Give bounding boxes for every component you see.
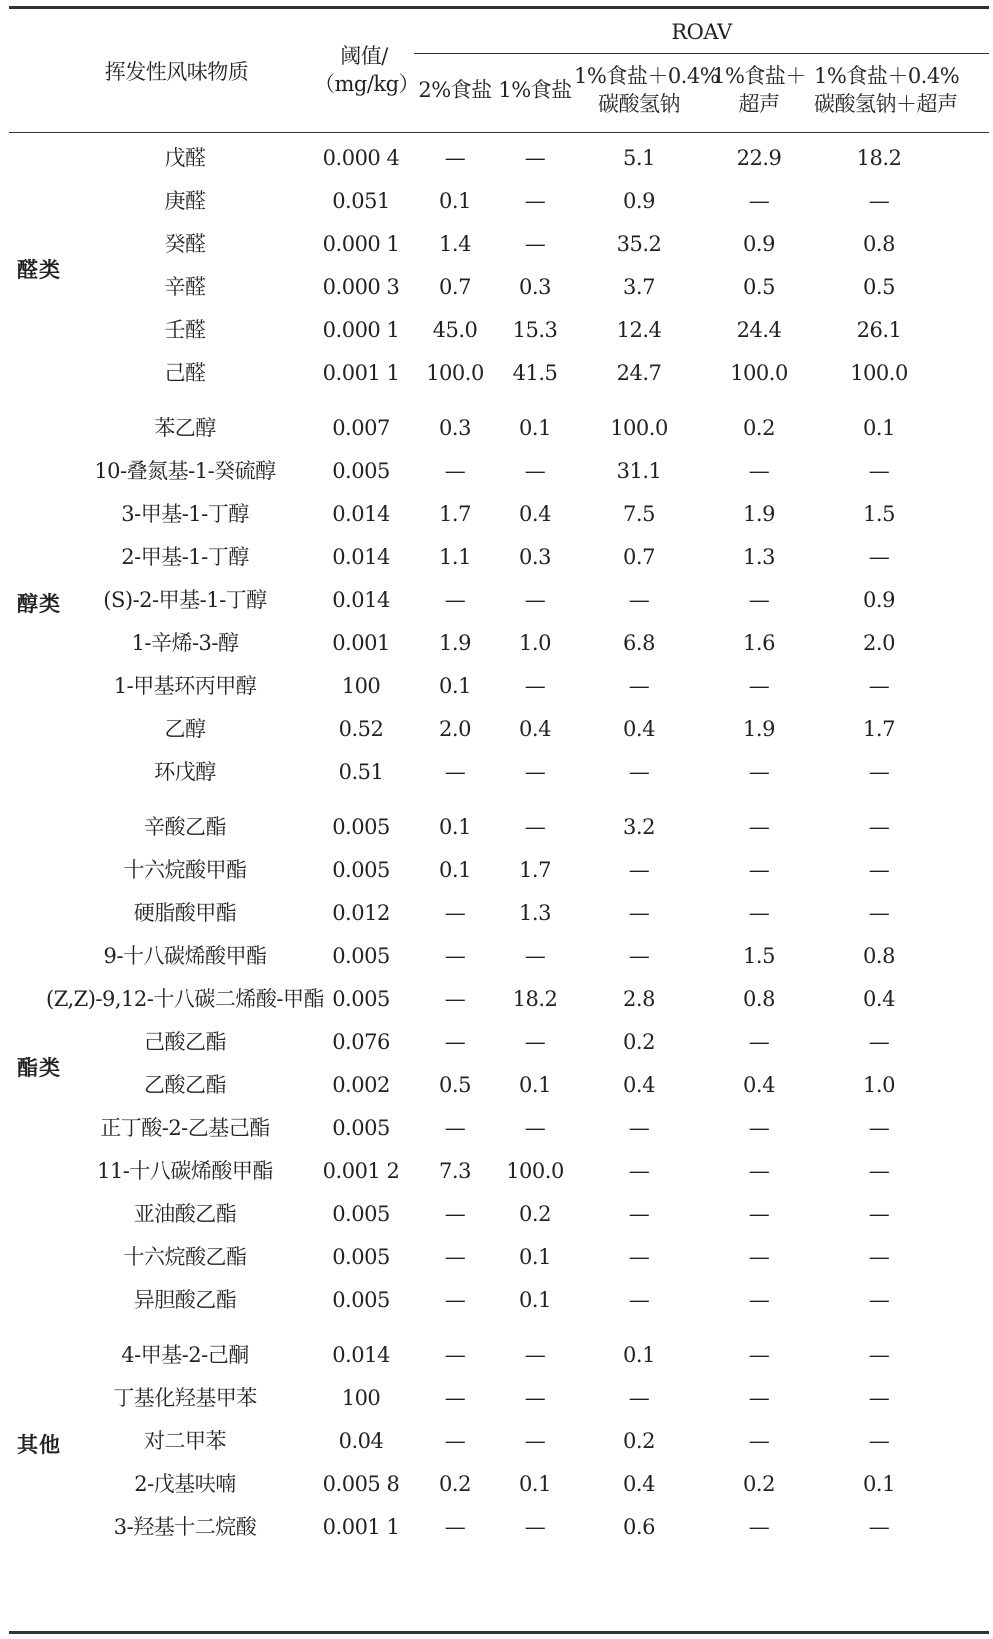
substance-name: 丁基化羟基甲苯 xyxy=(113,1386,257,1410)
roav-value: 3.2 xyxy=(623,815,655,839)
roav-value: — xyxy=(444,1030,466,1054)
roav-value: — xyxy=(444,588,466,612)
threshold-value: 0.051 xyxy=(332,189,390,213)
roav-value: 100.0 xyxy=(426,361,484,385)
roav-value: 0.5 xyxy=(439,1073,471,1097)
roav-value: 3.7 xyxy=(623,275,655,299)
header-col-4-line: 1%食盐＋ xyxy=(712,64,806,88)
roav-value: — xyxy=(444,1116,466,1140)
roav-value: 22.9 xyxy=(736,146,782,170)
header-col-1-line: 2%食盐 xyxy=(418,78,492,102)
roav-value: 1.3 xyxy=(519,901,551,925)
roav-value: — xyxy=(868,545,890,569)
roav-value: — xyxy=(748,1030,770,1054)
roav-value: — xyxy=(748,1245,770,1269)
roav-value: — xyxy=(524,232,546,256)
roav-value: 100.0 xyxy=(610,416,668,440)
threshold-value: 0.001 1 xyxy=(322,1515,400,1539)
roav-value: — xyxy=(748,1515,770,1539)
substance-name: 戊醛 xyxy=(164,146,206,170)
substance-name: 4-甲基-2-己酮 xyxy=(121,1343,249,1367)
roav-value: — xyxy=(524,1386,546,1410)
roav-value: 1.0 xyxy=(519,631,551,655)
roav-value: 1.3 xyxy=(743,545,775,569)
roav-value: 0.3 xyxy=(519,275,551,299)
substance-name: 2-戊基呋喃 xyxy=(134,1472,236,1496)
threshold-value: 0.007 xyxy=(332,416,390,440)
threshold-value: 0.002 xyxy=(332,1073,390,1097)
roav-value: — xyxy=(628,760,650,784)
roav-value: 0.4 xyxy=(519,502,551,526)
roav-value: — xyxy=(628,1245,650,1269)
roav-value: 26.1 xyxy=(856,318,902,342)
threshold-value: 0.005 xyxy=(332,1288,390,1312)
substance-name: 辛酸乙酯 xyxy=(144,815,226,839)
roav-value: 7.5 xyxy=(623,502,655,526)
roav-value: 18.2 xyxy=(856,146,902,170)
threshold-value: 0.014 xyxy=(332,1343,390,1367)
roav-value: 0.4 xyxy=(623,1073,655,1097)
roav-value: 0.2 xyxy=(439,1472,471,1496)
roav-value: — xyxy=(748,1159,770,1183)
substance-name: 苯乙醇 xyxy=(154,416,216,440)
roav-value: — xyxy=(868,1202,890,1226)
roav-value: — xyxy=(524,1030,546,1054)
roav-value: 100.0 xyxy=(506,1159,564,1183)
roav-value: 0.1 xyxy=(519,1288,551,1312)
threshold-value: 0.001 1 xyxy=(322,361,400,385)
roav-value: 31.1 xyxy=(616,459,662,483)
roav-value: 0.1 xyxy=(439,189,471,213)
roav-value: — xyxy=(444,146,466,170)
substance-name: 亚油酸乙酯 xyxy=(133,1202,237,1226)
header-col-3-line: 碳酸氢钠 xyxy=(598,92,680,116)
roav-value: 0.4 xyxy=(623,717,655,741)
roav-value: 0.8 xyxy=(743,987,775,1011)
category-label: 其他 xyxy=(17,1433,61,1457)
roav-value: 0.1 xyxy=(519,1073,551,1097)
roav-value: — xyxy=(868,1030,890,1054)
roav-value: 0.1 xyxy=(623,1343,655,1367)
roav-value: 6.8 xyxy=(623,631,655,655)
roav-value: — xyxy=(444,760,466,784)
threshold-value: 0.014 xyxy=(332,588,390,612)
roav-value: — xyxy=(524,944,546,968)
roav-table xyxy=(9,6,989,1634)
roav-value: — xyxy=(444,459,466,483)
roav-value: 1.7 xyxy=(863,717,895,741)
header-col-5 xyxy=(814,62,960,118)
substance-name: 3-羟基十二烷酸 xyxy=(113,1515,257,1539)
roav-value: 0.1 xyxy=(519,1245,551,1269)
header-bottom-rule xyxy=(9,132,989,133)
threshold-value: 0.001 xyxy=(332,631,390,655)
roav-value: — xyxy=(524,1343,546,1367)
substance-name: 辛醛 xyxy=(164,275,206,299)
substance-name: 癸醛 xyxy=(164,232,206,256)
roav-value: 1.5 xyxy=(863,502,895,526)
header-col-3 xyxy=(574,62,720,118)
roav-value: — xyxy=(748,1288,770,1312)
threshold-value: 100 xyxy=(341,1386,381,1410)
threshold-value: 0.005 xyxy=(332,1202,390,1226)
roav-value: — xyxy=(868,1343,890,1367)
roav-value: — xyxy=(524,459,546,483)
roav-value: — xyxy=(748,1202,770,1226)
roav-value: 45.0 xyxy=(432,318,478,342)
roav-value: 1.9 xyxy=(743,502,775,526)
roav-value: — xyxy=(868,760,890,784)
threshold-value: 0.076 xyxy=(332,1030,390,1054)
header-col-5-line: 碳酸氢钠＋超声 xyxy=(814,92,958,116)
roav-value: — xyxy=(748,459,770,483)
roav-value: — xyxy=(524,760,546,784)
roav-value: 0.5 xyxy=(743,275,775,299)
substance-name: 9-十八碳烯酸甲酯 xyxy=(103,944,267,968)
roav-value: 0.4 xyxy=(519,717,551,741)
threshold-value: 0.51 xyxy=(338,760,384,784)
roav-value: — xyxy=(748,815,770,839)
roav-value: 0.1 xyxy=(519,416,551,440)
roav-value: 0.9 xyxy=(623,189,655,213)
roav-value: 15.3 xyxy=(512,318,558,342)
roav-value: — xyxy=(444,944,466,968)
roav-value: — xyxy=(524,674,546,698)
roav-value: — xyxy=(748,588,770,612)
threshold-value: 0.001 2 xyxy=(322,1159,400,1183)
category-label: 酯类 xyxy=(17,1055,61,1080)
roav-value: 0.2 xyxy=(623,1429,655,1453)
substance-name: 正丁酸-2-乙基己酯 xyxy=(100,1116,270,1140)
roav-value: 0.2 xyxy=(743,416,775,440)
threshold-value: 0.005 xyxy=(332,987,390,1011)
roav-value: — xyxy=(524,1429,546,1453)
roav-value: 12.4 xyxy=(616,318,662,342)
roav-value: 1.9 xyxy=(439,631,471,655)
roav-value: — xyxy=(748,901,770,925)
roav-value: — xyxy=(868,901,890,925)
substance-name: 硬脂酸甲酯 xyxy=(133,901,237,925)
roav-value: 0.1 xyxy=(863,1472,895,1496)
roav-value: — xyxy=(628,674,650,698)
threshold-value: 0.04 xyxy=(338,1429,384,1453)
roav-value: — xyxy=(868,674,890,698)
substance-name: 10-叠氮基-1-癸硫醇 xyxy=(94,459,276,483)
roav-value: — xyxy=(444,901,466,925)
substance-name: 2-甲基-1-丁醇 xyxy=(121,545,249,569)
roav-value: 0.4 xyxy=(863,987,895,1011)
roav-value: 0.1 xyxy=(519,1472,551,1496)
roav-value: — xyxy=(628,1288,650,1312)
roav-value: 0.1 xyxy=(439,815,471,839)
roav-value: — xyxy=(748,1386,770,1410)
roav-value: 0.2 xyxy=(623,1030,655,1054)
roav-value: 0.8 xyxy=(863,944,895,968)
roav-value: 0.7 xyxy=(439,275,471,299)
roav-value: — xyxy=(444,987,466,1011)
substance-name: 对二甲苯 xyxy=(144,1429,226,1453)
roav-value: — xyxy=(748,760,770,784)
roav-value: — xyxy=(444,1343,466,1367)
roav-value: — xyxy=(868,815,890,839)
substance-name: 3-甲基-1-丁醇 xyxy=(121,502,249,526)
roav-value: 0.8 xyxy=(863,232,895,256)
roav-value: — xyxy=(868,459,890,483)
substance-name: 1-甲基环丙甲醇 xyxy=(113,674,257,698)
roav-value: — xyxy=(524,146,546,170)
roav-value: — xyxy=(444,1515,466,1539)
roav-value: 24.4 xyxy=(736,318,782,342)
substance-name: 11-十八碳烯酸甲酯 xyxy=(97,1159,273,1183)
roav-value: — xyxy=(868,858,890,882)
roav-value: 0.3 xyxy=(439,416,471,440)
roav-value: — xyxy=(748,674,770,698)
substance-name: 己醛 xyxy=(164,361,206,385)
header-col-5-line: 1%食盐＋0.4% xyxy=(814,64,960,88)
roav-value: 24.7 xyxy=(616,361,662,385)
roav-header-rule xyxy=(414,53,989,54)
roav-value: — xyxy=(524,189,546,213)
roav-value: 0.2 xyxy=(743,1472,775,1496)
roav-value: — xyxy=(628,1159,650,1183)
substance-name: 环戊醇 xyxy=(154,760,216,784)
roav-value: 1.4 xyxy=(439,232,471,256)
threshold-value: 0.000 4 xyxy=(322,146,400,170)
category-label: 醇类 xyxy=(17,592,61,616)
roav-value: 0.1 xyxy=(863,416,895,440)
substance-name: 十六烷酸乙酯 xyxy=(123,1245,247,1269)
roav-value: — xyxy=(444,1386,466,1410)
substance-name: 异胆酸乙酯 xyxy=(133,1288,237,1312)
threshold-value: 0.012 xyxy=(332,901,390,925)
roav-value: 1.0 xyxy=(863,1073,895,1097)
substance-name: (S)-2-甲基-1-丁醇 xyxy=(103,588,267,612)
roav-value: 0.7 xyxy=(623,545,655,569)
roav-value: 1.7 xyxy=(519,858,551,882)
roav-value: — xyxy=(444,1429,466,1453)
roav-value: — xyxy=(524,1515,546,1539)
roav-value: 2.0 xyxy=(863,631,895,655)
roav-value: 1.7 xyxy=(439,502,471,526)
substance-name: 乙酸乙酯 xyxy=(144,1073,226,1097)
substance-name: 十六烷酸甲酯 xyxy=(123,858,247,882)
substance-name: (Z,Z)-9,12-十八碳二烯酸-甲酯 xyxy=(46,987,324,1011)
roav-value: — xyxy=(868,1288,890,1312)
roav-value: — xyxy=(524,588,546,612)
bottom-rule xyxy=(9,1631,989,1634)
roav-value: 2.0 xyxy=(439,717,471,741)
header-substance: 挥发性风味物质 xyxy=(104,60,249,84)
roav-value: 41.5 xyxy=(512,361,558,385)
roav-value: — xyxy=(628,901,650,925)
top-rule xyxy=(9,6,989,9)
category-label: 醛类 xyxy=(17,257,61,282)
threshold-value: 0.005 xyxy=(332,459,390,483)
roav-value: 100.0 xyxy=(850,361,908,385)
roav-value: — xyxy=(628,1116,650,1140)
roav-value: 0.9 xyxy=(743,232,775,256)
roav-value: — xyxy=(628,944,650,968)
roav-value: 35.2 xyxy=(616,232,662,256)
threshold-value: 0.014 xyxy=(332,545,390,569)
roav-value: 0.3 xyxy=(519,545,551,569)
roav-value: — xyxy=(748,1429,770,1453)
roav-value: 0.9 xyxy=(863,588,895,612)
substance-name: 乙醇 xyxy=(164,717,206,741)
roav-value: — xyxy=(748,858,770,882)
roav-value: — xyxy=(524,1116,546,1140)
threshold-value: 0.005 xyxy=(332,1245,390,1269)
threshold-value: 0.000 3 xyxy=(322,275,400,299)
substance-name: 壬醛 xyxy=(164,318,206,342)
roav-value: 2.8 xyxy=(623,987,655,1011)
roav-value: 0.4 xyxy=(623,1472,655,1496)
roav-value: — xyxy=(748,1116,770,1140)
roav-value: — xyxy=(628,1386,650,1410)
threshold-value: 0.52 xyxy=(338,717,384,741)
roav-value: — xyxy=(868,1386,890,1410)
roav-value: — xyxy=(868,1515,890,1539)
roav-value: 1.1 xyxy=(439,545,471,569)
header-threshold-line2: （mg/kg） xyxy=(314,72,420,96)
threshold-value: 0.005 xyxy=(332,815,390,839)
roav-value: 100.0 xyxy=(730,361,788,385)
roav-value: — xyxy=(628,588,650,612)
roav-value: 0.6 xyxy=(623,1515,655,1539)
roav-value: — xyxy=(868,1116,890,1140)
header-col-3-line: 1%食盐＋0.4% xyxy=(574,64,720,88)
roav-value: — xyxy=(748,189,770,213)
threshold-value: 0.005 xyxy=(332,1116,390,1140)
roav-value: 5.1 xyxy=(623,146,655,170)
roav-value: 18.2 xyxy=(512,987,558,1011)
roav-value: — xyxy=(868,1245,890,1269)
substance-name: 庚醛 xyxy=(164,189,206,213)
header-col-2-line: 1%食盐 xyxy=(498,78,572,102)
threshold-value: 0.005 xyxy=(332,858,390,882)
roav-value: 7.3 xyxy=(439,1159,471,1183)
header-col-4 xyxy=(694,62,824,118)
roav-value: — xyxy=(868,189,890,213)
roav-value: 1.6 xyxy=(743,631,775,655)
roav-value: — xyxy=(748,1343,770,1367)
threshold-value: 0.014 xyxy=(332,502,390,526)
roav-value: 0.2 xyxy=(519,1202,551,1226)
roav-value: — xyxy=(444,1245,466,1269)
roav-value: — xyxy=(628,1202,650,1226)
roav-value: — xyxy=(444,1288,466,1312)
substance-name: 1-辛烯-3-醇 xyxy=(131,631,239,655)
roav-value: 1.9 xyxy=(743,717,775,741)
roav-value: — xyxy=(444,1202,466,1226)
roav-value: 0.1 xyxy=(439,858,471,882)
roav-value: 0.4 xyxy=(743,1073,775,1097)
roav-value: — xyxy=(524,815,546,839)
threshold-value: 0.005 xyxy=(332,944,390,968)
roav-value: — xyxy=(868,1429,890,1453)
threshold-value: 0.000 1 xyxy=(322,232,400,256)
header-col-4-line: 超声 xyxy=(738,92,780,116)
header-roav: ROAV xyxy=(671,20,732,44)
roav-value: — xyxy=(868,1159,890,1183)
threshold-value: 0.005 8 xyxy=(322,1472,400,1496)
roav-value: 0.5 xyxy=(863,275,895,299)
header-threshold-line1: 阈值/ xyxy=(340,44,388,68)
threshold-value: 0.000 1 xyxy=(322,318,400,342)
roav-value: — xyxy=(628,858,650,882)
roav-value: 0.1 xyxy=(439,674,471,698)
roav-value: 1.5 xyxy=(743,944,775,968)
substance-name: 己酸乙酯 xyxy=(144,1030,226,1054)
threshold-value: 100 xyxy=(341,674,381,698)
